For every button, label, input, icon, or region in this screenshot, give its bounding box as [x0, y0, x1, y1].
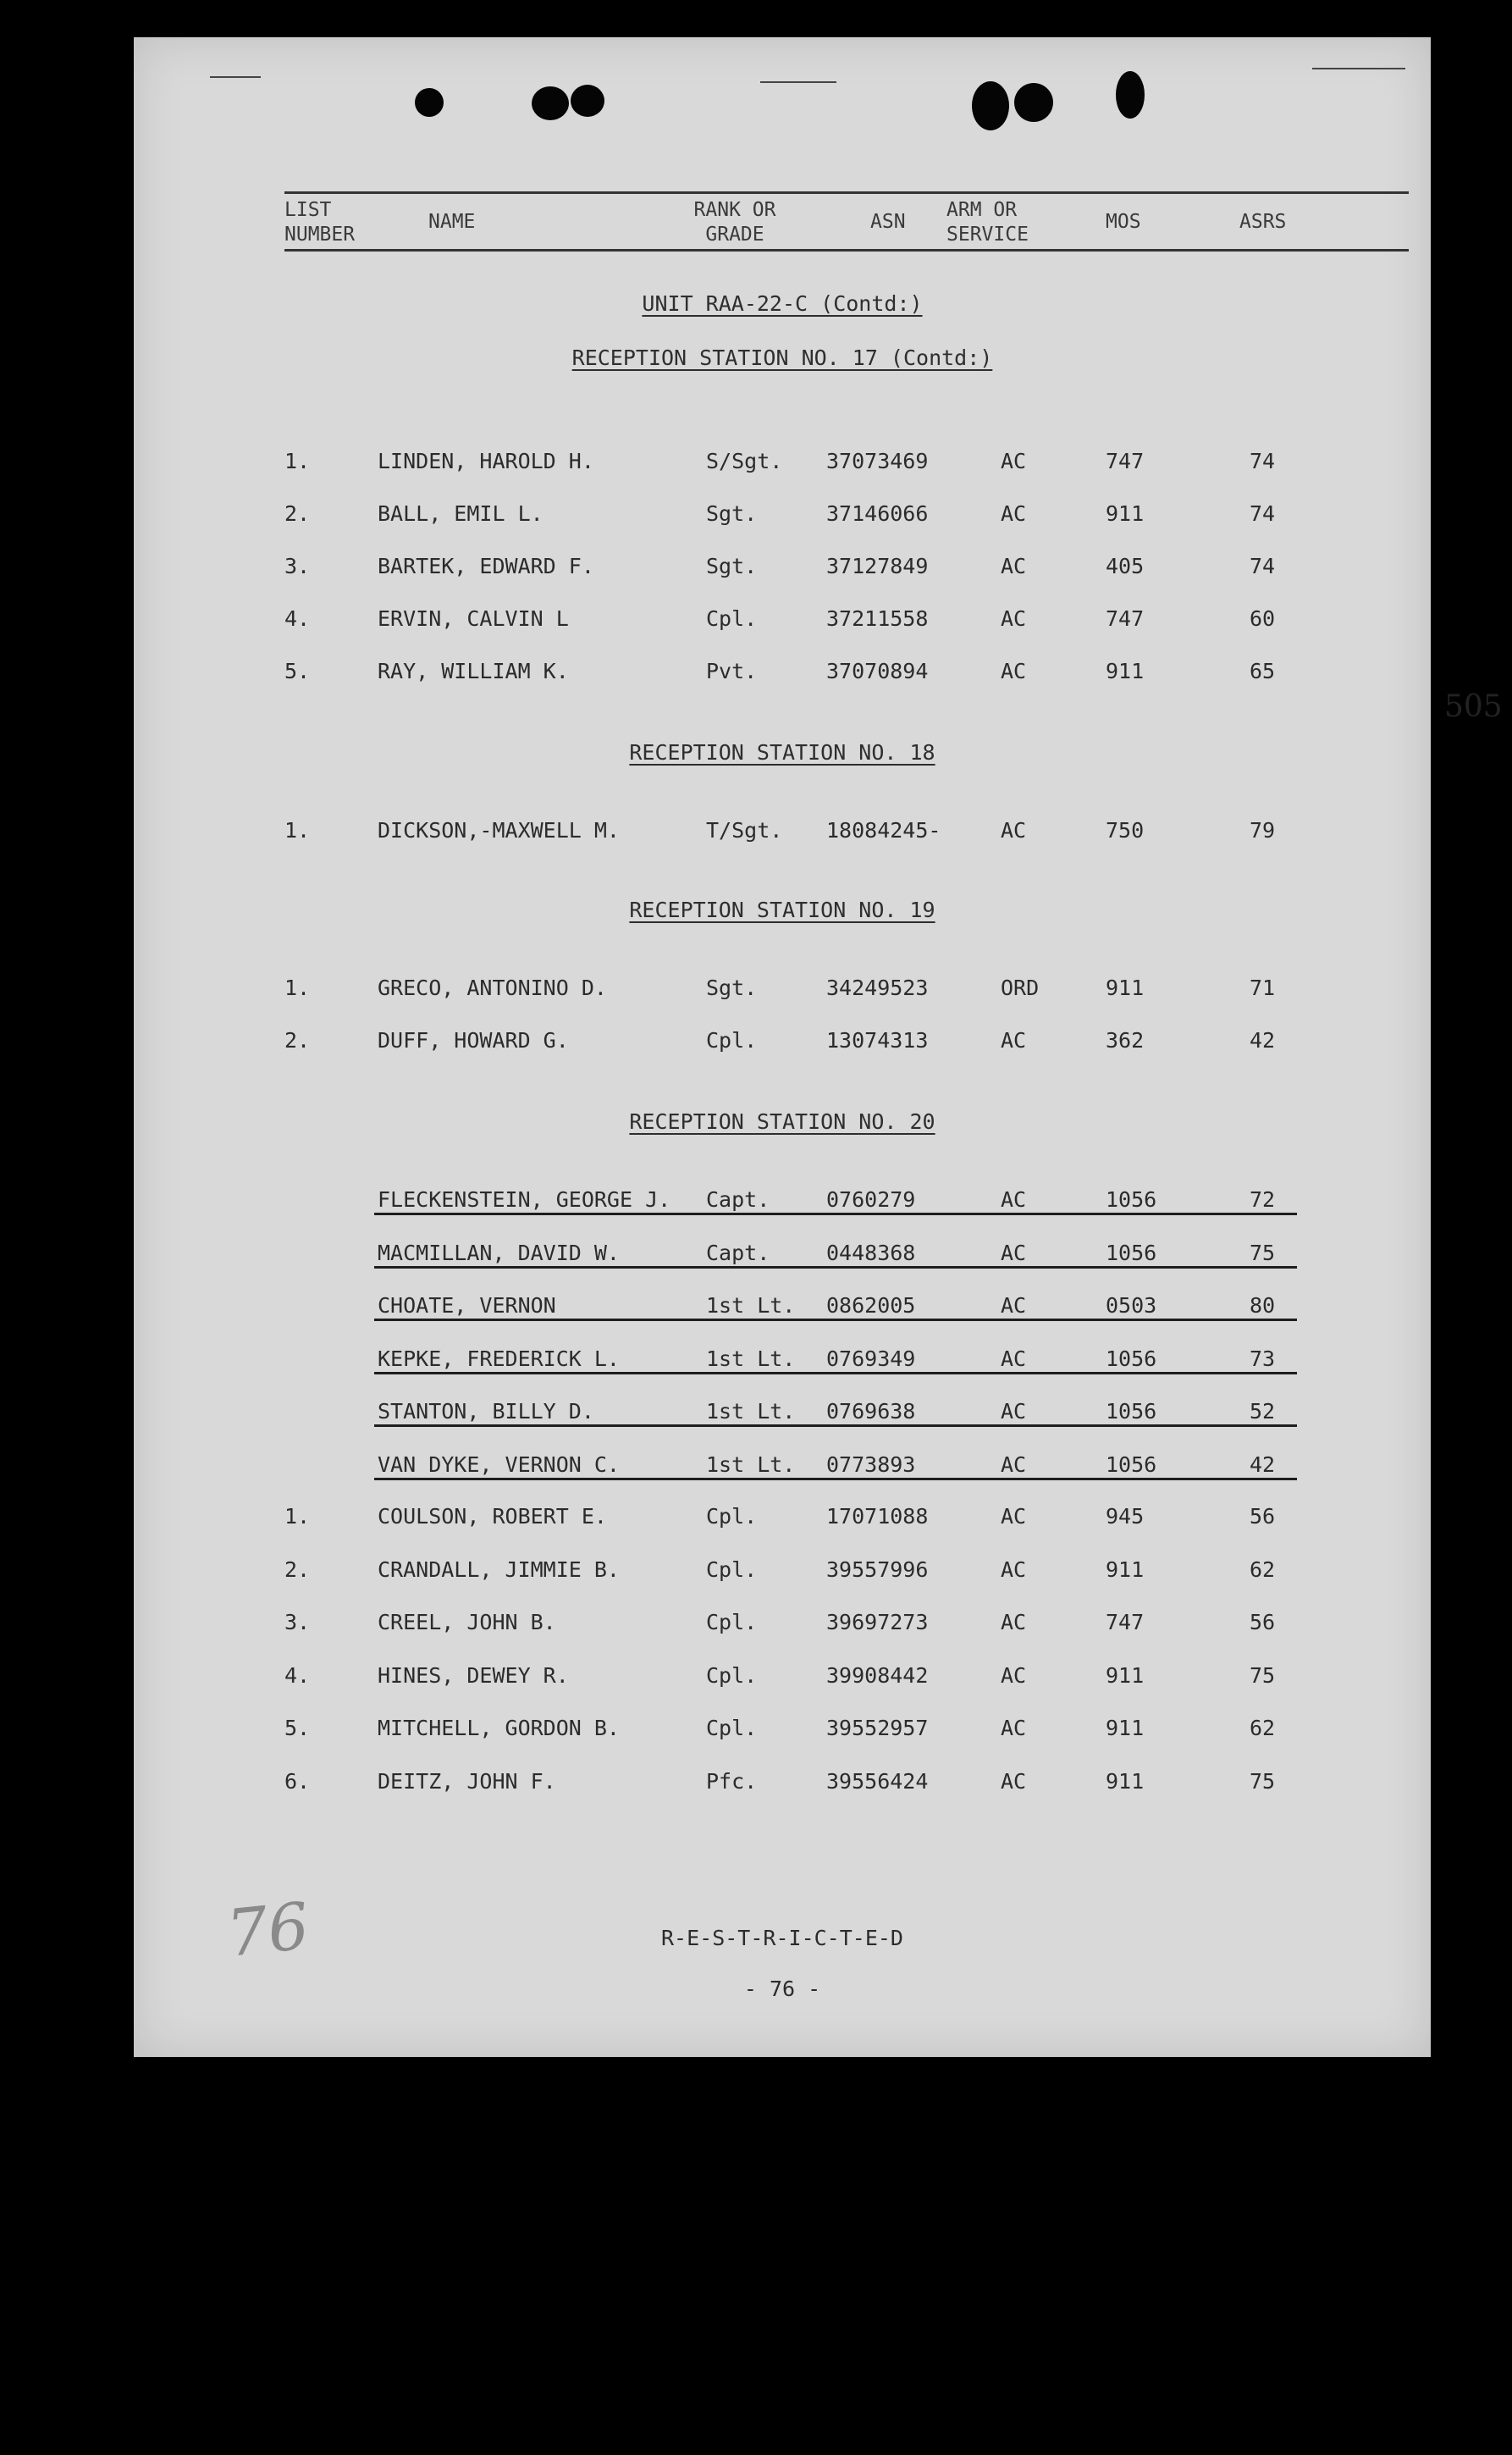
soldier-name: MITCHELL, GORDON B. [378, 1716, 620, 1740]
soldier-name: RAY, WILLIAM K. [378, 659, 569, 683]
station-20-title-text: RECEPTION STATION NO. 20 [629, 1109, 935, 1134]
soldier-name: DEITZ, JOHN F. [378, 1768, 556, 1794]
roster-row [134, 818, 1431, 849]
mos: 1056 [1106, 1346, 1157, 1371]
rank: 1st Lt. [706, 1346, 796, 1371]
list-number: 4. [284, 606, 311, 631]
asn: 39552957 [826, 1716, 929, 1740]
asn: 37073469 [826, 449, 929, 473]
arm-service: AC [1001, 1346, 1027, 1371]
punch-hole [571, 85, 604, 117]
roster-row [134, 554, 1431, 584]
asn: 39697273 [826, 1610, 929, 1634]
asn: 0448368 [826, 1240, 916, 1265]
punch-hole [1014, 83, 1053, 122]
rank: Pfc. [706, 1768, 758, 1794]
asrs: 62 [1250, 1716, 1276, 1740]
soldier-name: DICKSON,-MAXWELL M. [378, 818, 620, 843]
mos: 911 [1106, 659, 1145, 683]
rank: Cpl. [706, 1504, 758, 1529]
rank: Capt. [706, 1240, 770, 1265]
asn: 17071088 [826, 1504, 929, 1529]
rank: 1st Lt. [706, 1293, 796, 1318]
struck-roster-row [134, 1399, 1431, 1429]
asrs: 79 [1250, 818, 1276, 843]
asn: 18084245- [826, 818, 941, 843]
asn: 37211558 [826, 606, 929, 631]
rank: Sgt. [706, 501, 758, 526]
mos: 747 [1106, 606, 1145, 631]
arm-service: AC [1001, 1240, 1027, 1265]
asrs: 71 [1250, 976, 1276, 1000]
rank: Sgt. [706, 976, 758, 1000]
arm-service: AC [1001, 554, 1027, 578]
mos: 1056 [1106, 1451, 1157, 1477]
mos: 747 [1106, 1610, 1145, 1634]
asrs: 72 [1250, 1187, 1276, 1212]
asn: 0769349 [826, 1346, 916, 1371]
soldier-name: GRECO, ANTONINO D. [378, 976, 607, 1000]
soldier-name: STANTON, BILLY D. [378, 1399, 594, 1424]
list-number: 1. [284, 449, 311, 473]
arm-service: AC [1001, 1187, 1027, 1212]
edge-mark [1312, 68, 1405, 69]
header-rule-bottom [284, 249, 1409, 252]
margin-number: 505 [1444, 689, 1503, 724]
station-19-title [134, 898, 1431, 922]
asn: 37127849 [826, 554, 929, 578]
header-mos: MOS [1106, 211, 1141, 233]
asrs: 75 [1250, 1662, 1276, 1688]
asrs: 42 [1250, 1451, 1276, 1477]
arm-service: ORD [1001, 976, 1040, 1000]
rank: Cpl. [706, 1662, 758, 1688]
punch-hole [972, 81, 1009, 130]
roster-row [134, 976, 1431, 1006]
arm-service: AC [1001, 1293, 1027, 1318]
asrs: 56 [1250, 1610, 1276, 1634]
roster-row [134, 606, 1431, 637]
mos: 911 [1106, 1716, 1145, 1740]
asn: 13074313 [826, 1028, 929, 1053]
asrs: 75 [1250, 1240, 1276, 1265]
header-asrs: ASRS [1239, 211, 1287, 233]
document-page [134, 37, 1503, 2057]
asrs: 80 [1250, 1293, 1276, 1318]
mos: 750 [1106, 818, 1145, 843]
station-17-title-text: RECEPTION STATION NO. 17 (Contd:) [571, 346, 993, 370]
list-number: 3. [284, 1610, 311, 1634]
list-number: 6. [284, 1768, 311, 1794]
header-arm: ARM OR SERVICE [946, 199, 1029, 246]
arm-service: AC [1001, 818, 1027, 843]
soldier-name: KEPKE, FREDERICK L. [378, 1346, 620, 1371]
list-number: 3. [284, 554, 311, 578]
struck-roster-row [134, 1452, 1431, 1483]
asn: 0773893 [826, 1451, 916, 1477]
roster-row [134, 1504, 1431, 1534]
mos: 362 [1106, 1028, 1145, 1053]
asrs: 74 [1250, 449, 1276, 473]
rank: 1st Lt. [706, 1451, 796, 1477]
mos: 747 [1106, 449, 1145, 473]
asn: 34249523 [826, 976, 929, 1000]
unit-title [134, 291, 1431, 316]
asrs: 65 [1250, 659, 1276, 683]
station-19-title-text: RECEPTION STATION NO. 19 [629, 898, 935, 922]
arm-service: AC [1001, 659, 1027, 683]
struck-roster-row [134, 1293, 1431, 1324]
rank: T/Sgt. [706, 818, 783, 843]
arm-service: AC [1001, 501, 1027, 526]
arm-service: AC [1001, 1399, 1027, 1424]
station-20-title [134, 1109, 1431, 1134]
list-number: 1. [284, 976, 311, 1000]
arm-service: AC [1001, 1716, 1027, 1740]
station-18-title-text: RECEPTION STATION NO. 18 [629, 740, 935, 765]
list-number: 2. [284, 1028, 311, 1053]
list-number: 1. [284, 1504, 311, 1529]
soldier-name: CHOATE, VERNON [378, 1293, 556, 1318]
punch-hole [1116, 71, 1145, 119]
roster-row [134, 1769, 1431, 1800]
mos: 911 [1106, 976, 1145, 1000]
rank: Sgt. [706, 554, 758, 578]
unit-title-text: UNIT RAA-22-C (Contd:) [642, 291, 923, 316]
header-name: NAME [428, 211, 476, 233]
header-rule-top [284, 191, 1409, 194]
mos: 405 [1106, 554, 1145, 578]
rank: Cpl. [706, 606, 758, 631]
header-rank: RANK OR GRADE [693, 199, 776, 246]
soldier-name: FLECKENSTEIN, GEORGE J. [378, 1187, 671, 1212]
asrs: 60 [1250, 606, 1276, 631]
list-number: 2. [284, 501, 311, 526]
rank: Cpl. [706, 1028, 758, 1053]
asrs: 62 [1250, 1556, 1276, 1582]
mos: 911 [1106, 1768, 1145, 1794]
asn: 0862005 [826, 1293, 916, 1318]
roster-row [134, 1557, 1431, 1588]
mos: 911 [1106, 1662, 1145, 1688]
struck-roster-row [134, 1241, 1431, 1271]
roster-row [134, 1610, 1431, 1640]
arm-service: AC [1001, 449, 1027, 473]
header-asn: ASN [870, 211, 906, 233]
roster-row [134, 1028, 1431, 1059]
asn: 37146066 [826, 501, 929, 526]
roster-row [134, 501, 1431, 532]
asn: 0769638 [826, 1399, 916, 1424]
soldier-name: DUFF, HOWARD G. [378, 1028, 569, 1053]
arm-service: AC [1001, 1504, 1027, 1529]
page-number: - 76 - [743, 1977, 821, 2001]
roster-row [134, 1716, 1431, 1746]
list-number: 5. [284, 659, 311, 683]
mos: 1056 [1106, 1240, 1157, 1265]
mos: 945 [1106, 1504, 1145, 1529]
mos: 0503 [1106, 1293, 1157, 1318]
arm-service: AC [1001, 1768, 1027, 1794]
arm-service: AC [1001, 1451, 1027, 1477]
soldier-name: VAN DYKE, VERNON C. [378, 1451, 620, 1477]
station-17-title [134, 346, 1431, 370]
asn: 39557996 [826, 1556, 929, 1582]
arm-service: AC [1001, 606, 1027, 631]
header-list-number: LIST NUMBER [284, 199, 356, 246]
edge-mark [210, 76, 261, 78]
arm-service: AC [1001, 1610, 1027, 1634]
list-number: 4. [284, 1662, 311, 1688]
list-number: 1. [284, 818, 311, 843]
asrs: 42 [1250, 1028, 1276, 1053]
asn: 39908442 [826, 1662, 929, 1688]
edge-mark [760, 81, 836, 83]
mos: 1056 [1106, 1399, 1157, 1424]
list-number: 2. [284, 1556, 311, 1582]
soldier-name: ERVIN, CALVIN L [378, 606, 569, 631]
asn: 39556424 [826, 1768, 929, 1794]
roster-row [134, 659, 1431, 689]
rank: 1st Lt. [706, 1399, 796, 1424]
asrs: 75 [1250, 1768, 1276, 1794]
arm-service: AC [1001, 1028, 1027, 1053]
asrs: 56 [1250, 1504, 1276, 1529]
asrs: 74 [1250, 554, 1276, 578]
rank: Cpl. [706, 1556, 758, 1582]
roster-row [134, 1663, 1431, 1694]
mos: 911 [1106, 501, 1145, 526]
soldier-name: LINDEN, HAROLD H. [378, 449, 594, 473]
mos: 911 [1106, 1556, 1145, 1582]
soldier-name: CREEL, JOHN B. [378, 1610, 556, 1634]
rank: Cpl. [706, 1610, 758, 1634]
list-number: 5. [284, 1716, 311, 1740]
asn: 0760279 [826, 1187, 916, 1212]
roster-row [134, 449, 1431, 479]
mos: 1056 [1106, 1187, 1157, 1212]
asrs: 73 [1250, 1346, 1276, 1371]
asrs: 74 [1250, 501, 1276, 526]
soldier-name: CRANDALL, JIMMIE B. [378, 1556, 620, 1582]
struck-roster-row [134, 1346, 1431, 1377]
arm-service: AC [1001, 1556, 1027, 1582]
punch-hole [532, 86, 569, 120]
punch-hole [415, 88, 444, 117]
soldier-name: HINES, DEWEY R. [378, 1662, 569, 1688]
asrs: 52 [1250, 1399, 1276, 1424]
rank: Capt. [706, 1187, 770, 1212]
station-18-title [134, 740, 1431, 765]
soldier-name: COULSON, ROBERT E. [378, 1504, 607, 1529]
struck-roster-row [134, 1187, 1431, 1218]
soldier-name: MACMILLAN, DAVID W. [378, 1240, 620, 1265]
rank: S/Sgt. [706, 449, 783, 473]
arm-service: AC [1001, 1662, 1027, 1688]
rank: Pvt. [706, 659, 758, 683]
restricted-marking: R-E-S-T-R-I-C-T-E-D [661, 1926, 903, 1950]
rank: Cpl. [706, 1716, 758, 1740]
soldier-name: BARTEK, EDWARD F. [378, 554, 594, 578]
handwritten-page-number: 76 [223, 1888, 313, 1971]
asn: 37070894 [826, 659, 929, 683]
soldier-name: BALL, EMIL L. [378, 501, 544, 526]
